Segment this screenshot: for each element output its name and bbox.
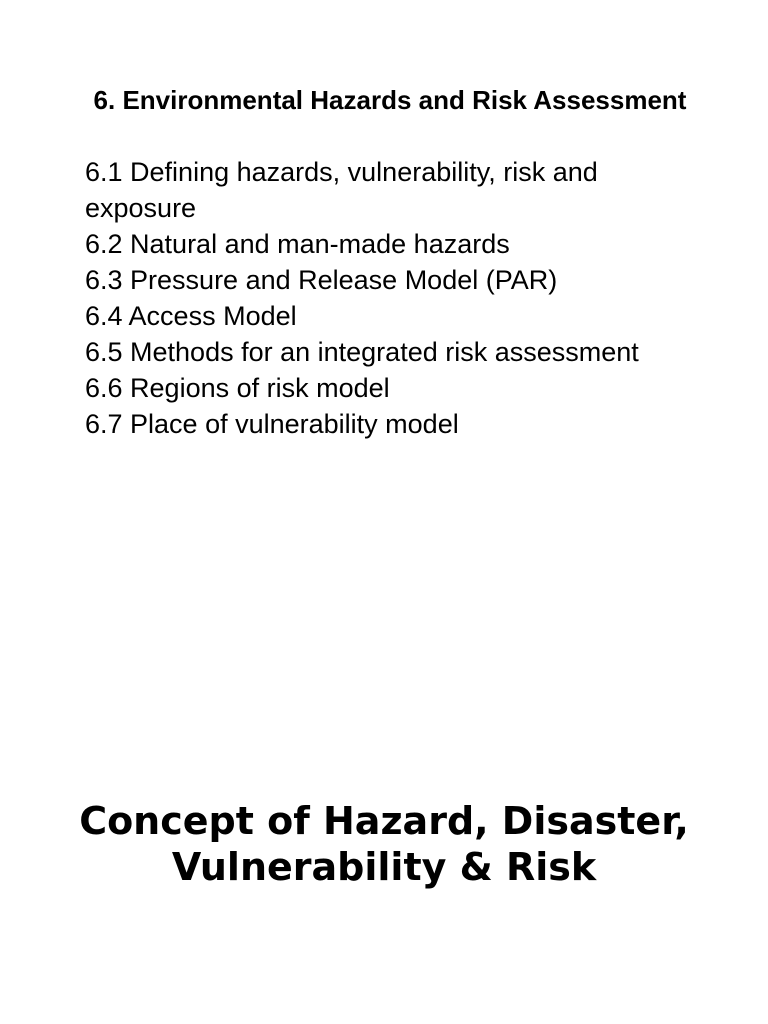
topic-item-6-4: 6.4 Access Model (85, 301, 297, 331)
topic-item-6-7: 6.7 Place of vulnerability model (85, 409, 459, 439)
slide-title: Concept of Hazard, Disaster, Vulnerability & Risk (79, 799, 689, 889)
topic-item-6-1: 6.1 Defining hazards, vulnerability, risk and exposure (85, 157, 598, 223)
topic-list (85, 154, 685, 442)
section-heading: 6. Environmental Hazards and Risk Assessment (93, 85, 687, 115)
topic-item-6-6: 6.6 Regions of risk model (85, 373, 390, 403)
topic-item-6-3: 6.3 Pressure and Release Model (PAR) (85, 265, 558, 295)
topic-item-6-2: 6.2 Natural and man-made hazards (85, 229, 510, 259)
topic-item-6-5: 6.5 Methods for an integrated risk assessment (85, 337, 639, 367)
